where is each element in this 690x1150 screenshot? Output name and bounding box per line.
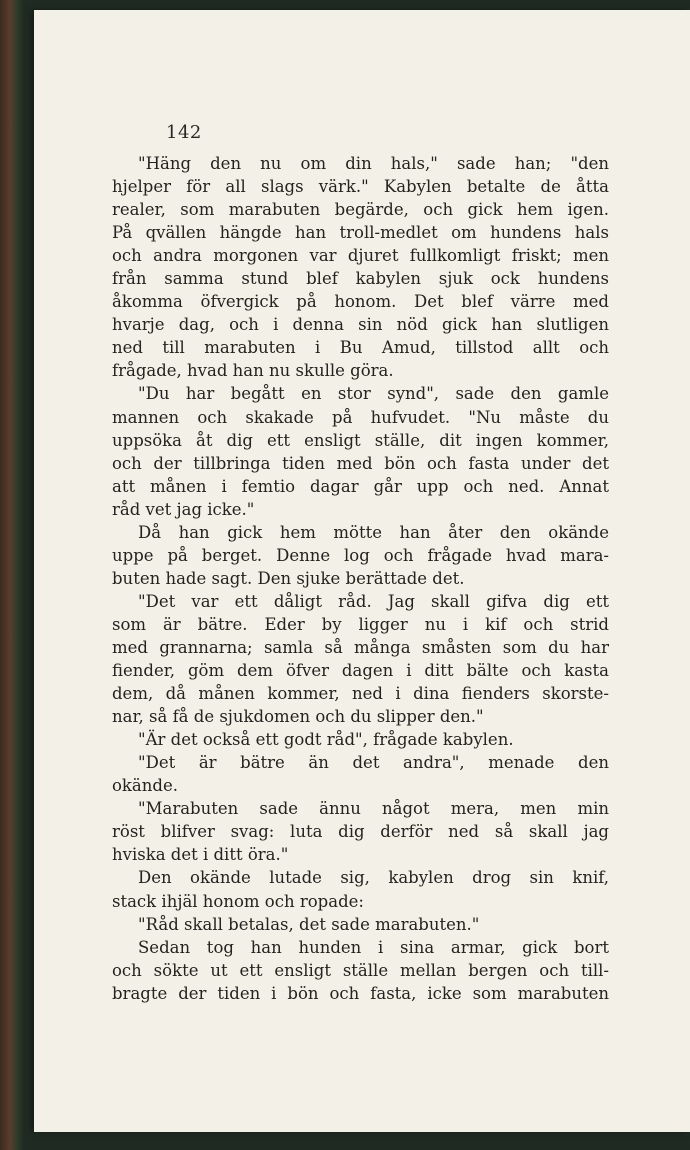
text-line: "Råd skall betalas, det sade marabuten."	[138, 914, 480, 934]
text-line: mannen och skakade på hufvudet. "Nu måste du	[112, 407, 609, 427]
text-line: okände.	[112, 776, 178, 796]
text-line: Sedan tog han hunden i sina armar, gick bort	[138, 937, 609, 957]
text-line: realer, som marabuten begärde, och gick hem igen.	[112, 200, 609, 220]
text-line: nar, så få de sjukdomen och du slipper den."	[112, 707, 484, 727]
text-line: "Är det också ett godt råd", frågade kabylen.	[138, 730, 514, 750]
text-line: "Det var ett dåligt råd. Jag skall gifva dig ett	[138, 591, 609, 611]
body-text	[112, 152, 609, 1005]
text-line: hvarje dag, och i denna sin nöd gick han slutligen	[112, 315, 609, 335]
text-line: och sökte ut ett ensligt ställe mellan bergen och till-	[112, 960, 609, 980]
text-line: åkomma öfvergick på honom. Det blef värre med	[112, 292, 609, 312]
text-line: uppsöka åt dig ett ensligt ställe, dit ingen kommer,	[112, 430, 609, 450]
text-line: och der tillbringa tiden med bön och fasta under det	[112, 453, 609, 473]
text-line: Den okände lutade sig, kabylen drog sin knif,	[138, 868, 609, 888]
text-line: som är bätre. Eder by ligger nu i kif och strid	[112, 614, 609, 634]
text-line: "Häng den nu om din hals," sade han; "den	[138, 154, 609, 173]
text-line: fiender, göm dem öfver dagen i ditt bälte och kasta	[112, 661, 609, 681]
text-line: med grannarna; samla så många småsten som du har	[112, 637, 609, 657]
text-line: att månen i femtio dagar går upp och ned. Annat	[112, 476, 609, 496]
text-line: "Marabuten sade ännu något mera, men min	[138, 799, 609, 819]
text-line: och andra morgonen var djuret fullkomligt friskt; men	[112, 246, 609, 266]
text-line: Då han gick hem mötte han åter den okände	[138, 522, 609, 542]
text-line: ned till marabuten i Bu Amud, tillstod allt och	[112, 338, 609, 358]
text-line: uppe på berget. Denne log och frågade hvad mara-	[112, 545, 609, 565]
text-line: frågade, hvad han nu skulle göra.	[112, 361, 394, 381]
text-line: råd vet jag icke."	[112, 499, 255, 519]
text-line: hviska det i ditt öra."	[112, 845, 289, 865]
text-line: röst blifver svag: luta dig derför ned så skall jag	[112, 822, 609, 842]
text-line: buten hade sagt. Den sjuke berättade det.	[112, 568, 465, 588]
text-line: "Du har begått en stor synd", sade den gamle	[138, 384, 609, 404]
text-line: På qvällen hängde han troll-medlet om hundens hals	[112, 223, 609, 243]
text-line: stack ihjäl honom och ropade:	[112, 891, 364, 911]
text-line: från samma stund blef kabylen sjuk ock hundens	[112, 269, 609, 289]
text-line: dem, då månen kommer, ned i dina fienders skorste-	[112, 684, 609, 704]
text-line: bragte der tiden i bön och fasta, icke som marabuten	[112, 983, 609, 1003]
page-number: 142	[166, 122, 202, 143]
text-line: "Det är bätre än det andra", menade den	[138, 753, 609, 773]
text-line: hjelper för all slags värk." Kabylen betalte de åtta	[112, 177, 609, 197]
